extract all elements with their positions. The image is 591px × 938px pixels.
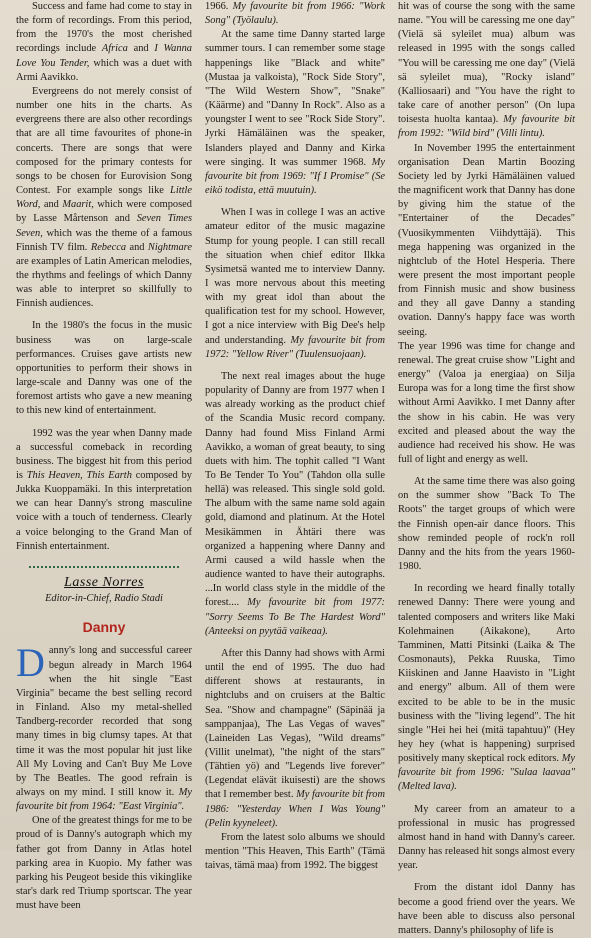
paragraph: After this Danny had shows with Armi until the end of 1995. The duo had different shows at restaurants, in nightclubs and on cruisers at the Baltic Sea. "Show and champagne" (Säpinää ja samppanjaa), The Las Vegas of waves" (Laineiden Las Vegas), "Wild dreams" (Villit unelmat), "the night of the stars" (Tähtien yö) and "Legends live forever" (Legendat elävät ikuisesti) are the shows that I remember best. My favourite bit from 1986: "Yesterday When I Was Young" (Pelin kyyneleet).	[205, 647, 385, 829]
text-column-2	[205, 0, 385, 872]
paragraph: From the latest solo albums we should mention "This Heaven, This Earth" (Tämä taivas, tämä maa) from 1992. The biggest	[205, 831, 385, 872]
paragraph: At the same time there was also going on the summer show "Back To The Roots" the target groups of which were the Finnish open-air dance floors. This show reminded people of rock'n roll Danny and the hits from the years 1960-1980.	[398, 476, 575, 573]
paragraph: The year 1996 was time for change and renewal. The great cruise show "Light and energy" (Valoa ja energiaa) on Silja Europa was for a long time the first show without Armi Aavikko. I met Danny after the show in his cabin. He was very excited and pleased about the way the audience had received his show. He was full of light and energy as well.	[398, 340, 575, 465]
paragraph: When I was in college I was an active amateur editor of the music magazine Stump for young people. I can still recall the situation when chief editor Ilkka Sysimetsä wanted me to interview Danny. I was more nervous about this meeting with my great idol than about the qualification test for my school. However, I got a nice interview with Big Dee's help and understanding. My favourite bit from 1972: "Yellow River" (Tuulensuojaan).	[205, 207, 385, 360]
paragraph: Danny's long and successful career begun already in March 1964 when the hit single "East Virginia" became the best selling record in Finland. Also my metal-shelled Tandberg-recorder recorded that song many times in big clumsy tapes. At that time it was the most popular hit just like All My Loving and Can't Buy Me Love by The Beatles. The good refrain is always on my mind. I still know it. My favourite bit from 1964: "East Virginia".	[16, 640, 192, 813]
paragraph: The next real images about the huge popularity of Danny are from 1977 when I was already working as the product chief of the Scandia Music record company. Danny had found Miss Finland Armi Aavikko, a woman of great beauty, to sing duets with him. The tophit called "I Want To Be Tender To You" (Tahdon olla sulle hellä) was released. This single sold gold. The album with the same name sold again gold, diamond and platinum. At the Hotel Mesikämmen in Ähtäri there was organized a happening where Danny and Armi caused a wild hassle when the audience wanted to have their autographs. ...In world class style in the middle of the forest.... My favourite bit from 1977: "Sorry Seems To Be The Hardest Word" (Anteeksi on pyytää vaikeaa).	[205, 370, 385, 637]
author-title: Editor-in-Chief, Radio Stadi	[45, 593, 163, 605]
author-signature: Lasse Norres	[64, 574, 144, 590]
drop-cap: D	[16, 640, 45, 686]
divider	[29, 566, 179, 568]
text-column-1	[16, 0, 192, 912]
paragraph: 1966. My favourite bit from 1966: "Work Song" (Työlaulu).	[205, 1, 385, 27]
paragraph: hit was of course the song with the same name. "You will be caressing me one day" (Vielä sä syleilet mua) album was released in 1995 with the songs called "You will be caressing me one day" (Vielä sä syleilet mua), "Rocky island" (Kalliosaari) and "You have the right to take care of another person" (On lupa toisesta huolta kantaa). My favourite bit from 1992: "Wild bird" (Villi lintu).	[398, 1, 575, 140]
paragraph: In recording we heard finally totally renewed Danny: There were young and talented composers and writers like Maki Kolehmainen (Aikakone), Arto Tamminen, Matti Pitsinki (Laika & The Cosmonauts), Pekka Ruuska, Timo Kiiskinen and Janne Haavisto in "Light and energy" album. All of them were excited to be able to be in the music business with the "living legend". The hit single "Hei hei hei (mitä tapahtuu)" (Hey hey hey (what is happening) surprised positively many skeptical rock editors. My favourite bit from 1996: "Sulaa laavaa" (Melted lava).	[398, 583, 575, 793]
paragraph: From the distant idol Danny has become a good friend over the years. We have been able to discuss also personal matters. Danny's philosophy of life is	[398, 882, 575, 936]
paragraph: In November 1995 the entertainment organisation Dean Martin Boozing Society led by Jyrki Hämäläinen valued the magnificent work that Danny has done by giving him the statue of the "Entertainer of the Decades" (Vuosikymmenten Viihdyttäjä). This mega happening was organized in the nightclub of the Hotel Hesperia. There were present the most important people from Finnish music and show business and they all gave Danny a standing ovation. Danny's happy face was worth seeing.	[398, 142, 575, 338]
paragraph: 1992 was the year when Danny made a successful comeback in recording business. The biggest hit from this period is This Heaven, This Earth composed by Jukka Kuoppamäki. In this interpretation we can hear Danny's strong masculine voice with a touch of tenderness. Clearly a voice belonging to the Grand Man of Finnish entertainment.	[16, 427, 192, 552]
paragraph: Success and fame had come to stay in the form of recordings. From this period, from the 1970's the most cherished recordings include Africa and I Wanna Love You Tender, which was a duet with Armi Aavikko.	[16, 1, 192, 83]
paragraph: In the 1980's the focus in the music business was on large-scale performances. Cruises gave artists new opportunities to perform their shows in large-scale and Danny was one of the foremost artists who gave a new meaning to this new kind of entertainment.	[16, 320, 192, 417]
paragraph: Evergreens do not merely consist of number one hits in the charts. As evergreens there are also other recordings that are all time favourites of phone-in concerts. There are songs that were composed for the primary contests for songs to be chosen for Eurovision Song Contest. For example songs like Little Word, and Maarit, which were composed by Lasse Mårtenson and Seven Times Seven, which was the theme of a famous Finnish TV film. Rebecca and Nightmare are examples of Latin American melodies, the rhythms and feelings of which Danny was able to interpret so skillfully to Finnish audiences.	[16, 85, 192, 310]
paragraph: My career from an amateur to a professional in music has progressed almost hand in hand with Danny's career. Danny has released hit songs almost every year.	[398, 803, 575, 872]
paragraph: At the same time Danny started large summer tours. I can remember some stage happenings like "Black and white" (Mustaa ja valkoista), "Rock Side Story", "The Wild Western Show", "Snake" (Käärme) and "Danny In Rock". Also as a youngster I went to see "Rock Side Story". Jyrki Hämäläinen was the speaker, Islanders played and Danny and Kirka were singing. It was summer 1968. My favourite bit from 1969: "If I Promise" (Se eikö todista, että muutuin).	[205, 29, 385, 197]
section-heading: Danny	[82, 619, 126, 636]
text-column-3	[398, 0, 575, 936]
signature-block	[16, 566, 192, 606]
paragraph: One of the greatest things for me to be proud of is Danny's autograph which my father got from Danny in Atlas hotel parking area in Kuopio. My father was parking his Peugeot beside this vikinglike star's dark red Triump sportscar. The year must have been	[16, 815, 192, 912]
